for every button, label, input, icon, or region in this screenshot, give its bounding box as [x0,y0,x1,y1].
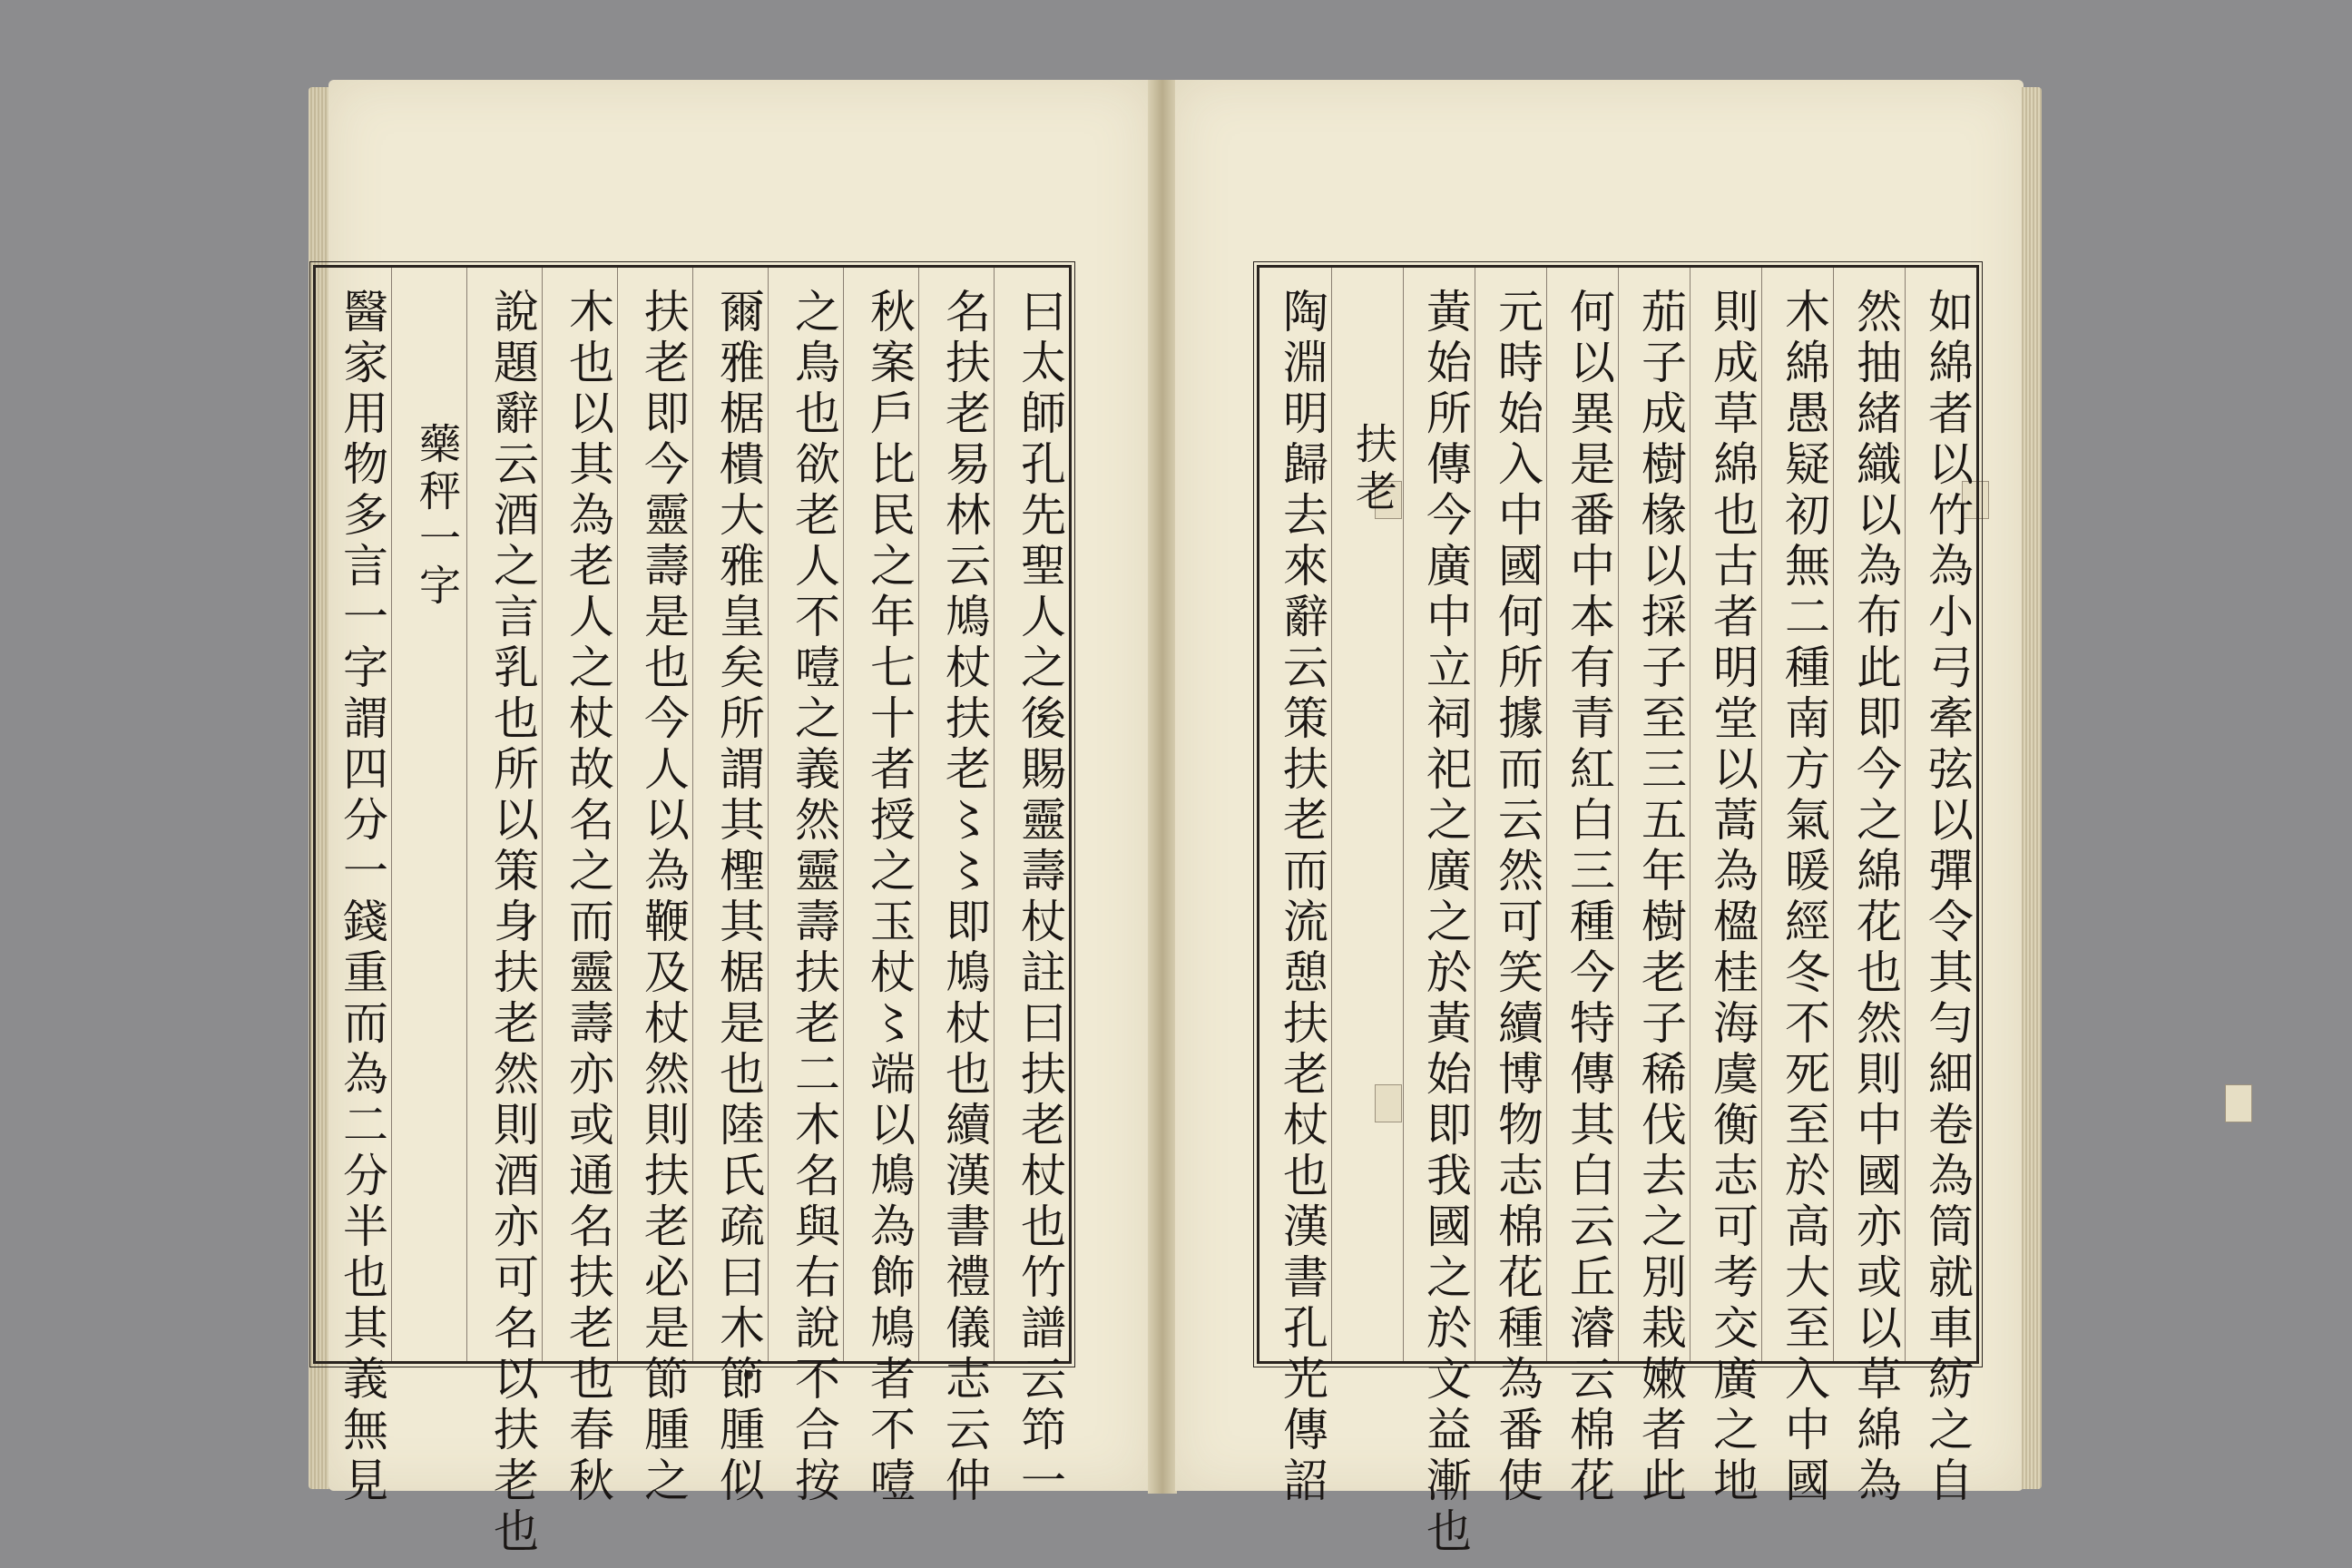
text-column: 陶淵明歸去來辭云策扶老而流憩扶老杖也漢書孔光傳詔 [1276,288,1328,1507]
text-column: 醫家用物多言一字謂四分一錢重而為二分半也其義無見 [336,288,388,1507]
text-column: 木綿愚疑初無二種南方氣暖經冬不死至於高大至入中國 [1761,268,1833,1361]
left-text-frame [313,265,1072,1558]
right-page-edge [2022,87,2042,1489]
text-column: 黃始所傳今廣中立祠祀之廣之於黃始即我國之於文益漸也 [1403,268,1475,1361]
text-column: 扶老即今靈壽是也今人以為鞭及杖然則扶老必是節腫之 [617,268,692,1361]
text-column: 元時始入中國何所據而云然可笑續博物志棉花種為番使 [1475,268,1546,1361]
right-text-frame [1257,265,1979,1558]
text-column: 如綿者以竹為小弓牽弦以彈令其勻細卷為筒就車紡之自 [1905,268,1976,1361]
text-column: 名扶老易林云鳩杖扶老〻〻即鳩杖也續漢書禮儀志云仲 [918,268,994,1361]
text-column: 木也以其為老人之杖故名之而靈壽亦或通名扶老也春秋 [542,268,617,1361]
section-heading: 扶老 [1331,268,1403,1361]
binding-mark [2225,1084,2252,1122]
text-column: 說題辭云酒之言乳也所以策身扶老然則酒亦可名以扶老也 [466,268,542,1361]
text-column: 曰太師孔先聖人之後賜靈壽杖註曰扶老杖也竹譜云笻一 [994,268,1069,1361]
text-column: 爾雅椐樻大雅皇矣所謂其檉其椐是也陸氏疏曰木節腫似 [692,268,768,1361]
section-heading: 藥秤一字 [391,268,466,1361]
text-column: 然抽緒織以為布此即今之綿花也然則中國亦或以草綿為 [1833,268,1905,1361]
text-column: 秋案戶比民之年七十者授之玉杖〻端以鳩為飾鳩者不噎 [843,268,918,1361]
text-column: 何以異是番中本有青紅白三種今特傳其白云丘濬云棉花 [1546,268,1618,1361]
text-column: 之鳥也欲老人不噎之義然靈壽扶老二木名與右說不合按 [768,268,843,1361]
text-column: 茄子成樹椽以採子至三五年樹老子稀伐去之別栽嫩者此 [1618,268,1690,1361]
text-column: 則成草綿也古者明堂以蒿為楹桂海虞衡志可考交廣之地 [1690,268,1761,1361]
book-gutter [1148,80,1177,1494]
